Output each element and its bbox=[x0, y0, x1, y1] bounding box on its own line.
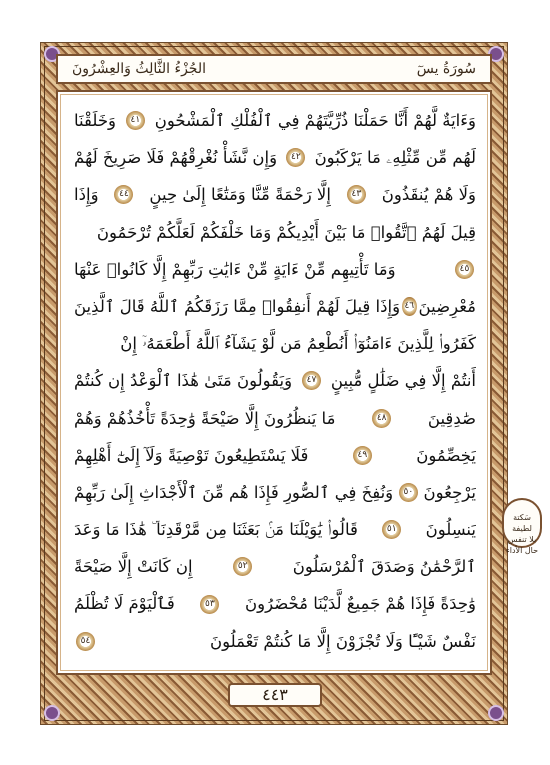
ayah-text: وَخَلَقْنَا bbox=[74, 111, 116, 130]
quran-line bbox=[74, 251, 476, 288]
quran-line bbox=[74, 474, 476, 511]
ayah-text: فَٱلْيَوْمَ لَا تُظْلَمُ bbox=[74, 594, 175, 614]
ayah-number-marker: ٤٩ bbox=[353, 446, 372, 465]
quran-text-block bbox=[74, 102, 476, 662]
ayah-text: مَا يَنظُرُونَ إِلَّا صَيْحَةً وَٰحِدَةً تَأْخُذُهُمْ وَهُمْ bbox=[74, 408, 336, 428]
ayah-text: مُعْرِضِينَ bbox=[418, 296, 476, 316]
ayah-text: وَنُفِخَ فِي ٱلصُّورِ فَإِذَا هُم مِّنَ ٱلْأَجْدَاثِ إِلَىٰ رَبِّهِمْ bbox=[74, 482, 394, 502]
ayah-text: يَخِصِّمُونَ bbox=[416, 445, 476, 465]
ayah-text: يَرْجِعُونَ bbox=[423, 482, 476, 502]
ayah-text: يَنسِلُونَ bbox=[425, 520, 476, 540]
ayah-text: قِيلَ لَهُمُ ٱتَّقُوا۟ مَا بَيْنَ أَيْدِيكُمْ وَمَا خَلْفَكُمْ لَعَلَّكُمْ تُرْحَمُونَ bbox=[96, 222, 476, 242]
ayah-text: وَٰحِدَةً فَإِذَا هُمْ جَمِيعٌ لَّدَيْنَا مُحْضَرُونَ bbox=[245, 594, 476, 614]
ayah-number-marker: ٤١ bbox=[126, 111, 145, 130]
page-number bbox=[228, 683, 322, 707]
ayah-number-marker: ٥١ bbox=[382, 520, 401, 539]
ayah-number-marker: ٤٨ bbox=[372, 409, 391, 428]
ayah-number-marker: ٤٦ bbox=[402, 297, 417, 316]
ayah-number-marker: ٤٧ bbox=[302, 371, 321, 390]
ayah-number-marker: ٤٣ bbox=[347, 185, 366, 204]
ayah-text: وَإِن نَّشَأْ نُغْرِقْهُمْ فَلَا صَرِيخَ لَهُمْ bbox=[74, 148, 278, 168]
quran-line bbox=[74, 400, 476, 437]
ayah-number-marker: ٥٢ bbox=[233, 557, 252, 576]
ayah-text: فَلَا يَسْتَطِيعُونَ تَوْصِيَةً وَلَآ إِلَىٰٓ أَهْلِهِمْ bbox=[74, 445, 309, 465]
quran-line bbox=[74, 288, 476, 325]
surah-name: سُورَةُ يسٓ bbox=[416, 61, 476, 77]
ayah-number-marker: ٥٣ bbox=[200, 595, 219, 614]
ayah-text: إِلَّا رَحْمَةً مِّنَّا وَمَتَٰعًا إِلَىٰ حِينٍ bbox=[149, 185, 331, 205]
quran-line bbox=[74, 548, 476, 585]
quran-line bbox=[74, 325, 476, 362]
ayah-text: لَهُم مِّن مِّثْلِهِۦ مَا يَرْكَبُونَ bbox=[314, 148, 476, 168]
page-header bbox=[56, 54, 492, 84]
ayah-text: نَفْسٌ شَيْـًٔا وَلَا تُجْزَوْنَ إِلَّا مَا كُنتُمْ تَعْمَلُونَ bbox=[209, 631, 476, 651]
ayah-number-marker: ٤٥ bbox=[455, 260, 474, 279]
page-number-text: ٤٤٣ bbox=[262, 685, 288, 704]
ayah-text: قَالُوا۟ يَٰوَيْلَنَا مَنۢ بَعَثَنَا مِن مَّرْقَدِنَا ۜ هَٰذَا مَا وَعَدَ bbox=[74, 520, 358, 540]
ayah-text: كَفَرُوا۟ لِلَّذِينَ ءَامَنُوٓا۟ أَنُطْعِمُ مَن لَّوْ يَشَآءُ ٱللَّهُ أَطْعَمَهُۥٓ إِنْ bbox=[120, 334, 476, 354]
quran-line bbox=[74, 139, 476, 176]
margin-note-text: سَكتة لطيفة بلا تنفس حال الأداء bbox=[505, 513, 539, 555]
ayah-number-marker: ٥٤ bbox=[76, 632, 95, 651]
quran-line bbox=[74, 214, 476, 251]
ayah-number-marker: ٥٠ bbox=[399, 483, 418, 502]
ayah-text: وَإِذَا bbox=[74, 185, 99, 205]
margin-note bbox=[502, 498, 542, 555]
ayah-text: وَمَا تَأْتِيهِم مِّنْ ءَايَةٍ مِّنْ ءَايَٰتِ رَبِّهِمْ إِلَّا كَانُوا۟ عَنْهَا bbox=[74, 259, 396, 279]
ayah-number-marker: ٤٤ bbox=[114, 185, 133, 204]
ayah-text: إِن كَانَتْ إِلَّا صَيْحَةً bbox=[74, 557, 193, 577]
quran-line bbox=[74, 585, 476, 622]
ayah-text: ٱلرَّحْمَٰنُ وَصَدَقَ ٱلْمُرْسَلُونَ bbox=[292, 557, 476, 577]
quran-line bbox=[74, 437, 476, 474]
quran-line bbox=[74, 511, 476, 548]
ayah-text: أَنتُمْ إِلَّا فِي ضَلَٰلٍ مُّبِينٍ bbox=[330, 371, 476, 391]
quran-line bbox=[74, 176, 476, 213]
ayah-text: وَإِذَا قِيلَ لَهُمْ أَنفِقُوا۟ مِمَّا رَزَقَكُمُ ٱللَّهُ قَالَ ٱلَّذِينَ bbox=[74, 296, 401, 316]
quran-line bbox=[74, 623, 476, 660]
ayah-text: وَءَايَةٌ لَّهُمْ أَنَّا حَمَلْنَا ذُرِّيَّتَهُمْ فِي ٱلْفُلْكِ ٱلْمَشْحُونِ bbox=[154, 111, 476, 130]
ayah-text: وَيَقُولُونَ مَتَىٰ هَٰذَا ٱلْوَعْدُ إِن كُنتُمْ bbox=[74, 371, 293, 391]
quran-line bbox=[74, 102, 476, 139]
quran-line bbox=[74, 362, 476, 399]
juz-name: الجُزْءُ الثَّالِثُ وَالعِشْرُونَ bbox=[72, 61, 206, 77]
ayah-text: صَٰدِقِينَ bbox=[427, 408, 476, 428]
corner-ornament-bottom-left bbox=[44, 705, 60, 721]
ayah-number-marker: ٤٢ bbox=[286, 148, 305, 167]
corner-ornament-bottom-right bbox=[488, 705, 504, 721]
ayah-text: وَلَا هُمْ يُنقَذُونَ bbox=[381, 185, 476, 205]
